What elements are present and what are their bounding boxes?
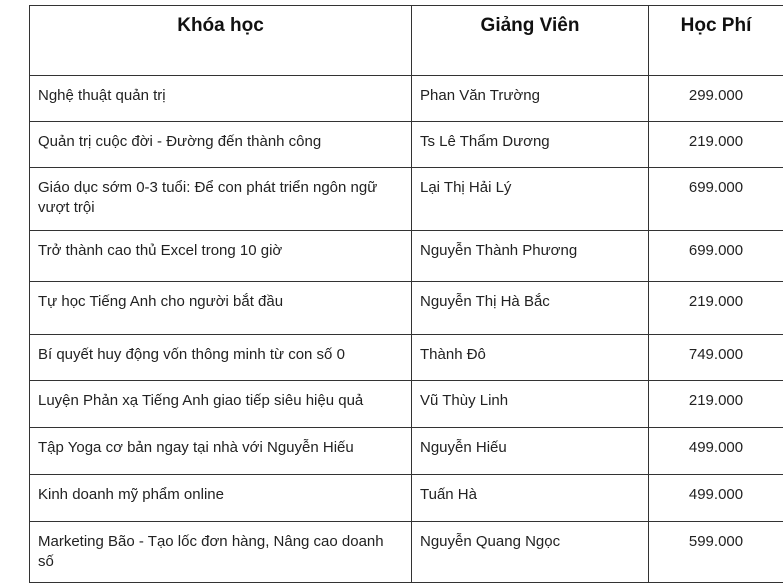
teacher-cell: Nguyễn Thành Phương — [412, 231, 649, 282]
course-cell: Tập Yoga cơ bản ngay tại nhà với Nguyễn Hiếu — [30, 428, 412, 475]
table-row — [30, 475, 783, 522]
fee-cell: 219.000 — [649, 282, 783, 335]
teacher-cell: Nguyễn Hiếu — [412, 428, 649, 475]
course-cell: Tự học Tiếng Anh cho người bắt đầu — [30, 282, 412, 335]
course-cell: Trở thành cao thủ Excel trong 10 giờ — [30, 231, 412, 282]
teacher-cell: Tuấn Hà — [412, 475, 649, 522]
course-cell: Kinh doanh mỹ phẩm online — [30, 475, 412, 522]
teacher-cell: Nguyễn Quang Ngọc — [412, 522, 649, 583]
header-row — [30, 6, 783, 76]
fee-cell: 699.000 — [649, 231, 783, 282]
teacher-cell: Thành Đô — [412, 335, 649, 381]
fee-cell: 599.000 — [649, 522, 783, 583]
course-cell: Nghệ thuật quản trị — [30, 76, 412, 122]
header-teacher: Giảng Viên — [412, 6, 649, 76]
table-row — [30, 76, 783, 122]
teacher-cell: Lại Thị Hải Lý — [412, 168, 649, 231]
course-cell: Bí quyết huy động vốn thông minh từ con số 0 — [30, 335, 412, 381]
teacher-cell: Nguyễn Thị Hà Bắc — [412, 282, 649, 335]
table-row — [30, 168, 783, 231]
table-row — [30, 522, 783, 583]
course-cell: Marketing Bão - Tạo lốc đơn hàng, Nâng cao doanh số — [30, 522, 412, 583]
table-row — [30, 335, 783, 381]
table-row — [30, 381, 783, 428]
fee-cell: 219.000 — [649, 122, 783, 168]
course-cell: Giáo dục sớm 0-3 tuổi: Để con phát triển ngôn ngữ vượt trội — [30, 168, 412, 231]
fee-cell: 749.000 — [649, 335, 783, 381]
fee-cell: 499.000 — [649, 428, 783, 475]
header-course: Khóa học — [30, 6, 412, 76]
table-row — [30, 122, 783, 168]
header-fee: Học Phí — [649, 6, 783, 76]
table-row — [30, 428, 783, 475]
table-row — [30, 282, 783, 335]
fee-cell: 699.000 — [649, 168, 783, 231]
fee-cell: 499.000 — [649, 475, 783, 522]
teacher-cell: Ts Lê Thẩm Dương — [412, 122, 649, 168]
course-cell: Quản trị cuộc đời - Đường đến thành công — [30, 122, 412, 168]
course-table — [29, 5, 783, 583]
teacher-cell: Vũ Thùy Linh — [412, 381, 649, 428]
fee-cell: 219.000 — [649, 381, 783, 428]
fee-cell: 299.000 — [649, 76, 783, 122]
table-row — [30, 231, 783, 282]
course-cell: Luyện Phản xạ Tiếng Anh giao tiếp siêu hiệu quả — [30, 381, 412, 428]
teacher-cell: Phan Văn Trường — [412, 76, 649, 122]
